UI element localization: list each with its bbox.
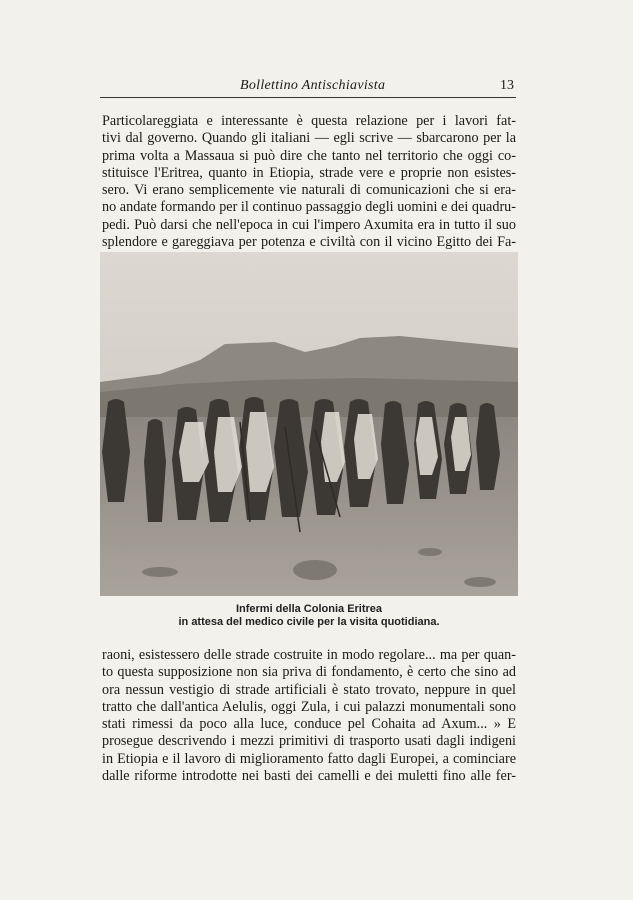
text-line: in Etiopia e il lavoro di miglioramento fatto dagli Europei, a cominciare (102, 750, 516, 767)
text-line: stati rimessi da poco alla luce, conduce pel Cohaita ad Axum... » E (102, 716, 516, 733)
header-rule (100, 97, 516, 98)
figure-caption (100, 603, 518, 629)
paragraph-2 (102, 647, 516, 785)
journal-title: Bollettino Antischiavista (240, 78, 386, 93)
text-line: to questa supposizione non sia priva di fondamento, è certo che sino ad (102, 664, 516, 681)
text-line: prosegue descrivendo i mezzi primitivi di trasporto usati dagli indigeni (102, 733, 516, 750)
text-line: ora nessun vestigio di strade artificiali è stato trovato, neppure in quel (102, 681, 516, 698)
running-header (100, 78, 518, 96)
text-line: no andate formando per il continuo passaggio degli uomini e dei quadru- (102, 199, 516, 216)
page-number: 13 (500, 78, 514, 93)
photograph-patients (100, 252, 518, 596)
caption-line-1: Infermi della Colonia Eritrea (235, 603, 383, 615)
text-line: Particolareggiata e interessante è questa relazione per i lavori fat- (102, 113, 516, 129)
text-line: raoni, esistessero delle strade costruite in modo regolare... ma per quan- (102, 647, 516, 663)
caption-line-2: in attesa del medico civile per la visita quotidiana. (178, 616, 440, 628)
text-line: stituisce l'Eritrea, quanto in Etiopia, strade vere e proprie non esistes- (102, 164, 516, 181)
text-line: tivi dal governo. Quando gli italiani — egli scrive — sbarcarono per la (102, 130, 516, 147)
text-line: tratto che dall'antica Aelulis, oggi Zula, i cui palazzi monumentali sono (102, 698, 516, 715)
text-line: sero. Vi erano semplicemente vie naturali di comunicazioni che si era- (102, 182, 516, 199)
text-line: prima volta a Massaua si può dire che tanto nel territorio che oggi co- (102, 147, 516, 164)
text-line: splendore e gareggiava per potenza e civiltà con il vicino Egitto dei Fa- (102, 234, 516, 251)
text-line: pedi. Può darsi che nell'epoca in cui l'impero Axumita era in tutto il suo (102, 216, 516, 233)
text-line: dalle riforme introdotte nei basti dei camelli e dei muletti fino alle fer- (102, 768, 516, 785)
paragraph-1 (102, 113, 516, 251)
